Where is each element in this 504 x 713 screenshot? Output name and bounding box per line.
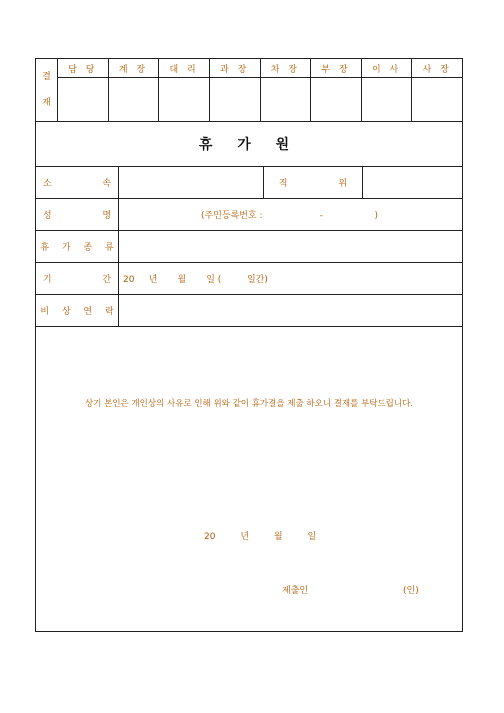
name-label: 성 명 (36, 199, 119, 230)
signature-box[interactable] (261, 78, 311, 121)
date-year-unit: 년 (240, 532, 250, 542)
approval-column-header: 담 당 (58, 59, 108, 78)
approval-column-header: 차 장 (261, 59, 311, 78)
approval-label-bottom: 재 (42, 98, 51, 108)
affiliation-label: 소 속 (36, 167, 119, 198)
seal-label: (인) (403, 586, 419, 596)
leave-type-label: 휴 가 종 류 (36, 231, 119, 262)
leave-application-form (35, 58, 463, 632)
approval-column-header: 이 사 (362, 59, 412, 78)
resident-number-field[interactable]: (주민등록번호 : - ) (201, 211, 379, 221)
leave-type-row (36, 231, 462, 263)
emergency-contact-input[interactable] (119, 295, 462, 326)
approval-section (36, 59, 462, 121)
approval-column-header: 계 장 (109, 59, 159, 78)
position-input[interactable] (363, 167, 462, 198)
emergency-contact-row (36, 295, 462, 327)
approval-column-header: 과 장 (210, 59, 260, 78)
signature-box[interactable] (58, 78, 108, 121)
approval-label-top: 결 (42, 72, 51, 82)
approval-column (261, 59, 312, 121)
emergency-contact-label: 비 상 연 락 (36, 295, 119, 326)
affiliation-row (36, 167, 462, 199)
date-month-unit: 월 (273, 532, 283, 542)
name-row (36, 199, 462, 231)
signature-box[interactable] (412, 78, 462, 121)
leave-type-input[interactable] (119, 231, 462, 262)
position-label: 직 위 (263, 167, 363, 198)
form-title: 휴 가 원 (198, 137, 300, 153)
date-day-unit: 일 (307, 532, 317, 542)
approval-column (412, 59, 462, 121)
period-row (36, 263, 462, 295)
form-title-row (36, 121, 462, 167)
approval-column (159, 59, 210, 121)
statement-text: 상기 본인은 개인상의 사유로 인해 위와 같이 휴가결을 제출 하오니 결재를 부탁드립니다. (84, 399, 414, 409)
signature-box[interactable] (109, 78, 159, 121)
approval-column (362, 59, 413, 121)
affiliation-input[interactable] (119, 167, 263, 198)
applicant-label: 제출인 (282, 586, 309, 596)
signature-box[interactable] (311, 78, 361, 121)
date-year: 20 (204, 532, 216, 542)
signature-box[interactable] (159, 78, 209, 121)
approval-column (109, 59, 160, 121)
period-label: 기 간 (36, 263, 119, 294)
approval-column (311, 59, 362, 121)
signature-box[interactable] (210, 78, 260, 121)
submission-date (204, 529, 338, 542)
approval-column (210, 59, 261, 121)
signature-box[interactable] (362, 78, 412, 121)
approval-column-header: 부 장 (311, 59, 361, 78)
approval-column (58, 59, 109, 121)
approval-column-header: 사 장 (412, 59, 462, 78)
period-field[interactable]: 20 년 월 일 ( 일간) (123, 275, 268, 285)
approval-label (36, 59, 58, 121)
approval-columns (58, 59, 462, 121)
approval-column-header: 대 리 (159, 59, 209, 78)
